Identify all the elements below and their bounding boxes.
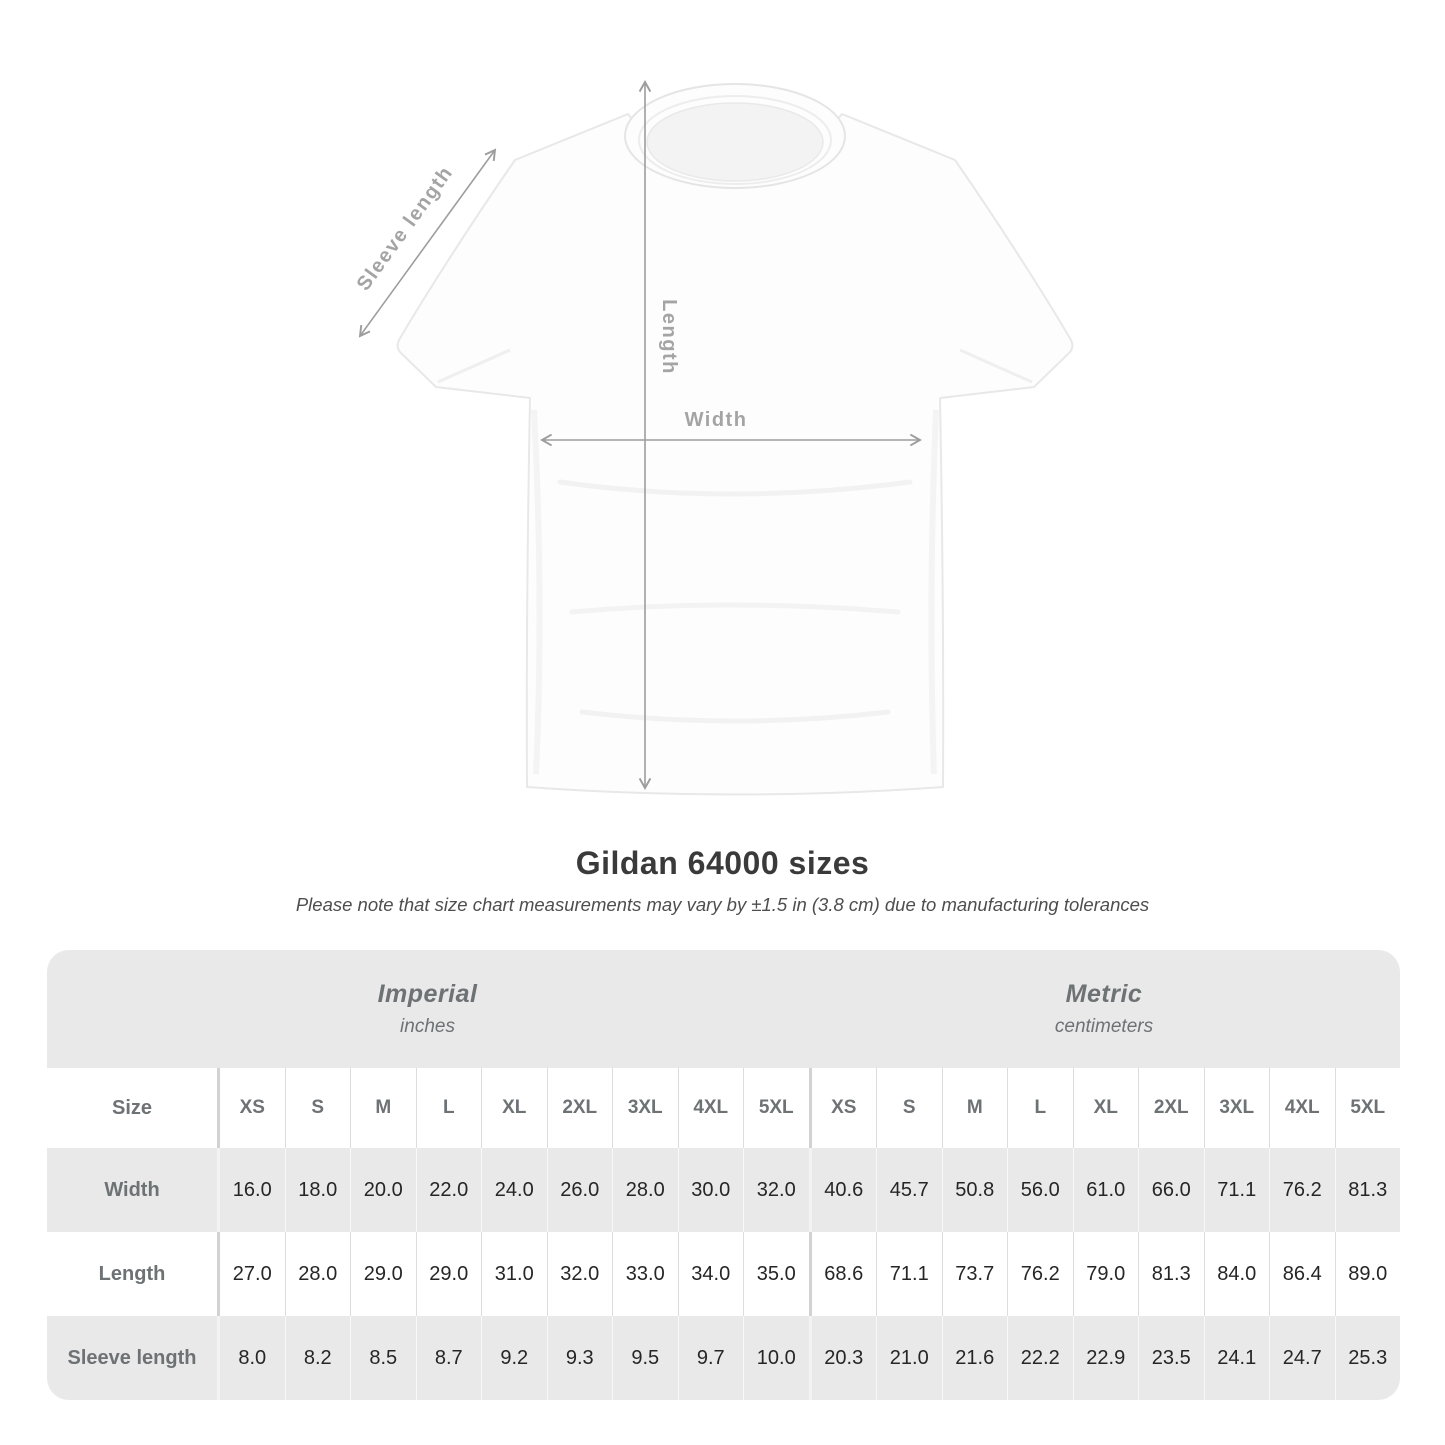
table-cell: 10.0 <box>743 1316 809 1400</box>
column-header: 5XL <box>1335 1068 1401 1148</box>
metric-header <box>808 950 1400 1068</box>
column-header: 3XL <box>612 1068 678 1148</box>
table-cell: 9.7 <box>678 1316 744 1400</box>
table-cell: 32.0 <box>743 1148 809 1232</box>
table-cell: 24.0 <box>481 1148 547 1232</box>
tshirt-diagram <box>330 50 1130 830</box>
column-header: M <box>942 1068 1008 1148</box>
table-cell: 89.0 <box>1335 1232 1401 1316</box>
column-header: 5XL <box>743 1068 809 1148</box>
table-cell: 21.6 <box>942 1316 1008 1400</box>
table-cell: 50.8 <box>942 1148 1008 1232</box>
tshirt-illustration <box>330 50 1130 830</box>
table-cell: 9.5 <box>612 1316 678 1400</box>
metric-unit: centimeters <box>1054 1016 1154 1037</box>
table-cell: 45.7 <box>876 1148 942 1232</box>
table-cell: 71.1 <box>876 1232 942 1316</box>
imperial-unit: inches <box>400 1016 455 1037</box>
table-cell: 25.3 <box>1335 1316 1401 1400</box>
column-header: S <box>285 1068 351 1148</box>
column-header: 4XL <box>678 1068 744 1148</box>
column-header: 3XL <box>1204 1068 1270 1148</box>
column-header: XL <box>481 1068 547 1148</box>
table-cell: 23.5 <box>1138 1316 1204 1400</box>
table-cell: 8.0 <box>217 1316 285 1400</box>
table-cell: 26.0 <box>547 1148 613 1232</box>
column-header: 2XL <box>547 1068 613 1148</box>
table-cell: 22.2 <box>1007 1316 1073 1400</box>
table-cell: 20.0 <box>350 1148 416 1232</box>
table-cell: 31.0 <box>481 1232 547 1316</box>
table-cell: 73.7 <box>942 1232 1008 1316</box>
column-header: L <box>416 1068 482 1148</box>
table-cell: 86.4 <box>1269 1232 1335 1316</box>
table-cell: 68.6 <box>809 1232 877 1316</box>
table-cell: 8.5 <box>350 1316 416 1400</box>
row-label: Width <box>104 1178 160 1201</box>
column-header: S <box>876 1068 942 1148</box>
sleeve-length-label: Sleeve length <box>352 161 458 295</box>
table-cell: 34.0 <box>678 1232 744 1316</box>
table-cell: 71.1 <box>1204 1148 1270 1232</box>
table-cell: 24.1 <box>1204 1316 1270 1400</box>
table-cell: 22.9 <box>1073 1316 1139 1400</box>
table-cell: 66.0 <box>1138 1148 1204 1232</box>
table-cell: 30.0 <box>678 1148 744 1232</box>
table-cell: 21.0 <box>876 1316 942 1400</box>
column-header: 2XL <box>1138 1068 1204 1148</box>
table-cell: 81.3 <box>1138 1232 1204 1316</box>
table-cell: 22.0 <box>416 1148 482 1232</box>
table-cell: 29.0 <box>350 1232 416 1316</box>
column-header: XL <box>1073 1068 1139 1148</box>
table-cell: 79.0 <box>1073 1232 1139 1316</box>
table-cell: 84.0 <box>1204 1232 1270 1316</box>
width-label: Width <box>684 409 748 431</box>
row-label: Length <box>98 1262 166 1285</box>
column-header: XS <box>217 1068 285 1148</box>
table-cell: 9.2 <box>481 1316 547 1400</box>
table-cell: 27.0 <box>217 1232 285 1316</box>
table-row-width <box>47 1148 1400 1232</box>
row-label: Sleeve length <box>67 1346 197 1369</box>
table-cell: 8.7 <box>416 1316 482 1400</box>
table-row-sleeve-length <box>47 1316 1400 1400</box>
table-cell: 9.3 <box>547 1316 613 1400</box>
size-chart-table <box>47 950 1400 1400</box>
table-cell: 32.0 <box>547 1232 613 1316</box>
tshirt-body <box>398 114 1073 795</box>
table-cell: 16.0 <box>217 1148 285 1232</box>
metric-label: Metric <box>1065 980 1143 1008</box>
table-cell: 28.0 <box>612 1148 678 1232</box>
column-header: XS <box>809 1068 877 1148</box>
table-cell: 76.2 <box>1007 1232 1073 1316</box>
table-cell: 81.3 <box>1335 1148 1401 1232</box>
column-header: M <box>350 1068 416 1148</box>
table-cell: 20.3 <box>809 1316 877 1400</box>
size-header-row <box>47 1068 1400 1148</box>
unit-header-row <box>47 950 1400 1068</box>
collar-inner <box>647 103 823 181</box>
size-column-label: Size <box>111 1096 153 1119</box>
column-header: L <box>1007 1068 1073 1148</box>
page-title: Gildan 64000 sizes <box>575 845 870 881</box>
length-label: Length <box>658 299 680 375</box>
column-header: 4XL <box>1269 1068 1335 1148</box>
table-cell: 76.2 <box>1269 1148 1335 1232</box>
table-cell: 33.0 <box>612 1232 678 1316</box>
table-cell: 28.0 <box>285 1232 351 1316</box>
table-cell: 24.7 <box>1269 1316 1335 1400</box>
table-cell: 35.0 <box>743 1232 809 1316</box>
imperial-header <box>47 950 808 1068</box>
table-cell: 8.2 <box>285 1316 351 1400</box>
table-row-length <box>47 1232 1400 1316</box>
table-cell: 56.0 <box>1007 1148 1073 1232</box>
tolerance-note: Please note that size chart measurements may vary by ±1.5 in (3.8 cm) due to manufacturing tolerances <box>295 894 1150 915</box>
table-cell: 61.0 <box>1073 1148 1139 1232</box>
table-cell: 40.6 <box>809 1148 877 1232</box>
table-cell: 29.0 <box>416 1232 482 1316</box>
table-cell: 18.0 <box>285 1148 351 1232</box>
imperial-label: Imperial <box>377 980 478 1008</box>
